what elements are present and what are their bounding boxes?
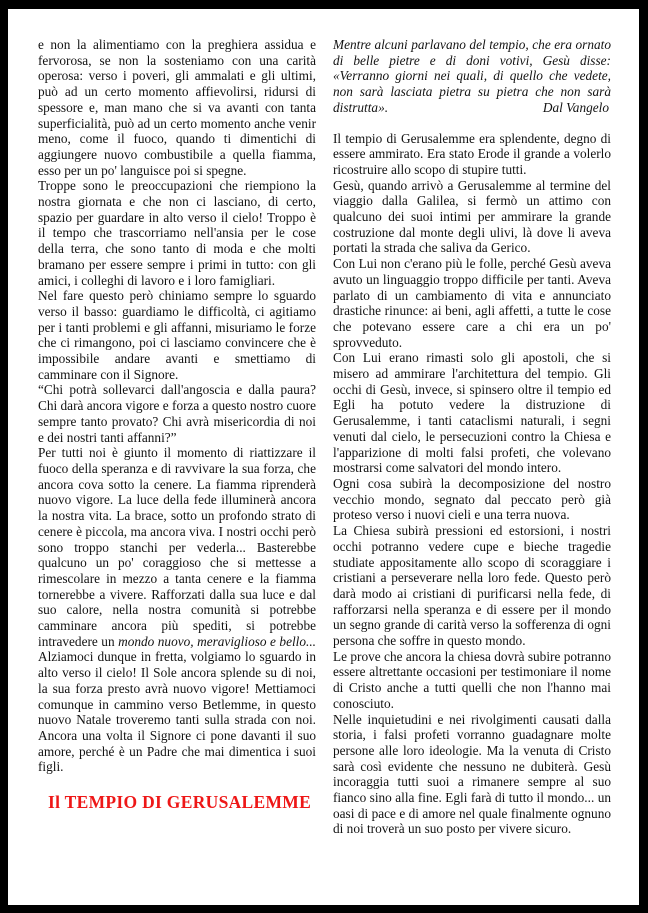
paragraph: Gesù, quando arrivò a Gerusalemme al termine del viaggio dalla Galilea, si fermò un attimo con qualcuno dei suoi intimi per ammirare la grande costruzione dal monte degli ulivi, là dove li aveva portati la strada che saliva da Gerico.: [333, 177, 611, 256]
gospel-quote-text: Mentre alcuni parlavano del tempio, che era ornato di belle pietre e di doni votivi, Gesù disse: «Verranno giorni nei quali, di quello che vedete, non sarà lasciata pietra su pietra che non sarà distrutta».: [333, 37, 611, 115]
bulletin-page: [8, 9, 639, 905]
paragraph: Troppe sono le preoccupazioni che riempiono la nostra giornata e che non ci lasciano, di certo, spazio per guardare in alto verso il cielo! Troppo è il tempo che trascorriamo nell'ansia per le cose della terra, che sono tanto di moda e che molti bramano per essere sempre i primi in tutto: con gli amici, i colleghi di lavoro e i loro famigliari.: [38, 178, 316, 288]
left-column: [38, 37, 316, 837]
right-column: [333, 37, 611, 837]
two-column-layout: [38, 37, 611, 837]
paragraph-segment: Per tutti noi è giunto il momento di riattizzare il fuoco della speranza e di ravvivare la sua forza, che ancora cova sotto la cenere. La fiamma riprenderà nuovo vigore. La luce della fede illuminerà ancora la nostra vita. La brace, sotto un profondo strato di cenere è piccola, ma ancora viva. I nostri occhi però sono troppo stanchi per vederla... Basterebbe qualcuno un po' coraggioso che si mettesse a rimescolare in mezzo a tanta cenere e la fiamma tornerebbe a vivere. Rafforzati dalla sua luce e dal suo calore, nella nostra comunità si potrebbe camminare ancora più spediti, si potrebbe intravedere un: [38, 445, 316, 649]
gospel-quote-attribution: Dal Vangelo: [537, 100, 609, 116]
paragraph: Con Lui non c'erano più le folle, perché Gesù aveva avuto un linguaggio troppo difficile per tanti. Aveva parlato di un cambiamento di vita e annunciato drastiche rinunce: ai beni, agli affetti, a tutte le cose che potevano essere care a chi era un po' sprovveduto.: [333, 256, 611, 350]
paragraph: Le prove che ancora la chiesa dovrà subire potranno essere altrettante occasioni per testimoniare il nome di Cristo anche a tutti quelli che non l'hanno mai conosciuto.: [333, 648, 611, 711]
paragraph-segment: Alziamoci dunque in fretta, volgiamo lo sguardo in alto verso il cielo! Il Sole ancora splende su di noi, la sua forza presto avrà nuovo vigore! Mettiamoci comunque in cammino verso Betlemme, in questo nuovo Natale troveremo tanti sulla strada con noi. Ancora una volta il Signore ci pone davanti il suo amore, perché è un Padre che mai dimentica i suoi figli.: [38, 649, 316, 775]
paragraph: Ogni cosa subirà la decomposizione del nostro vecchio mondo, segnato dal peccato però già proteso verso i nuovi cieli e una terra nuova.: [333, 475, 611, 523]
paragraph-segment-italic: mondo nuovo, meraviglioso e bello...: [118, 633, 316, 649]
paragraph-quotation: “Chi potrà sollevarci dall'angoscia e dalla paura? Chi darà ancora vigore e forza a questo nostro cuore sempre tanto provato? Chi avrà misericordia di noi e dei nostri tanti affanni?”: [38, 382, 317, 445]
paragraph: Nelle inquietudini e nei rivolgimenti causati dalla storia, i falsi profeti vorranno guadagnare molte persone alle loro ideologie. Ma la venuta di Cristo sarà così evidente che nessuno ne dubiterà. Gesù incoraggia tutti suoi a rimanere sempre al suo fianco sino alla fine. Egli farà di tutto il mondo... un oasi di pace e di amore nel quale finalmente ognuno di noi troverà un suo posto per vivere sicuro.: [333, 711, 611, 837]
paragraph: e non la alimentiamo con la preghiera assidua e fervorosa, se non la sosteniamo con una carità operosa: verso i poveri, gli ammalati e gli ultimi, può ad un certo momento affievolirsi, ridursi di spessore e, man mano che si va avanti con tanta superficialità, può ad un certo momento anche venir meno, come il fuoco, quando ti dimentichi di aggiungere nuovo combustibile a quella fiamma, esso per un po' languisce poi si spegne.: [38, 37, 316, 178]
paragraph: Con Lui erano rimasti solo gli apostoli, che si misero ad ammirare l'architettura del tempio. Gli occhi di Gesù, invece, si spinsero oltre il tempio ed Egli ha potuto vedere la distruzione di Gerusalemme, i tanti cataclismi naturali, i segni venuti dal cielo, le persecuzioni contro la Chiesa e l'apparizione di molti falsi profeti, che volevano mostrarsi come salvatori del mondo intero.: [333, 350, 611, 476]
quote-body-spacer: [333, 116, 611, 131]
paragraph: [38, 445, 316, 775]
paragraph: Nel fare questo però chiniamo sempre lo sguardo verso il basso: guardiamo le difficoltà, ci agitiamo per i tanti problemi e gli affanni, misuriamo le forze che ci rimangono, poi ci lasciamo convincere che è impossibile andare avanti e smettiamo di camminare con il Signore.: [38, 288, 316, 382]
gospel-quote: [333, 37, 611, 116]
paragraph: Il tempio di Gerusalemme era splendente, degno di essere ammirato. Era stato Erode il grande a volerlo ricostruire allo scopo di stupire tutti.: [333, 130, 611, 177]
paragraph: La Chiesa subirà pressioni ed estorsioni, i nostri occhi potranno vedere cupe e bieche tragedie studiate appositamente allo scopo di scoraggiare i cristiani a perseverare nella loro fede. Questo però darà modo ai cristiani di purificarsi nella fede, di rafforzarsi nella speranza e di essere per il mondo un segno grande di carità verso la sofferenza di ogni persona che soffre in questo mondo.: [333, 523, 611, 649]
section-heading-tempio-di-gerusalemme: Il TEMPIO DI GERUSALEMME: [48, 792, 312, 813]
